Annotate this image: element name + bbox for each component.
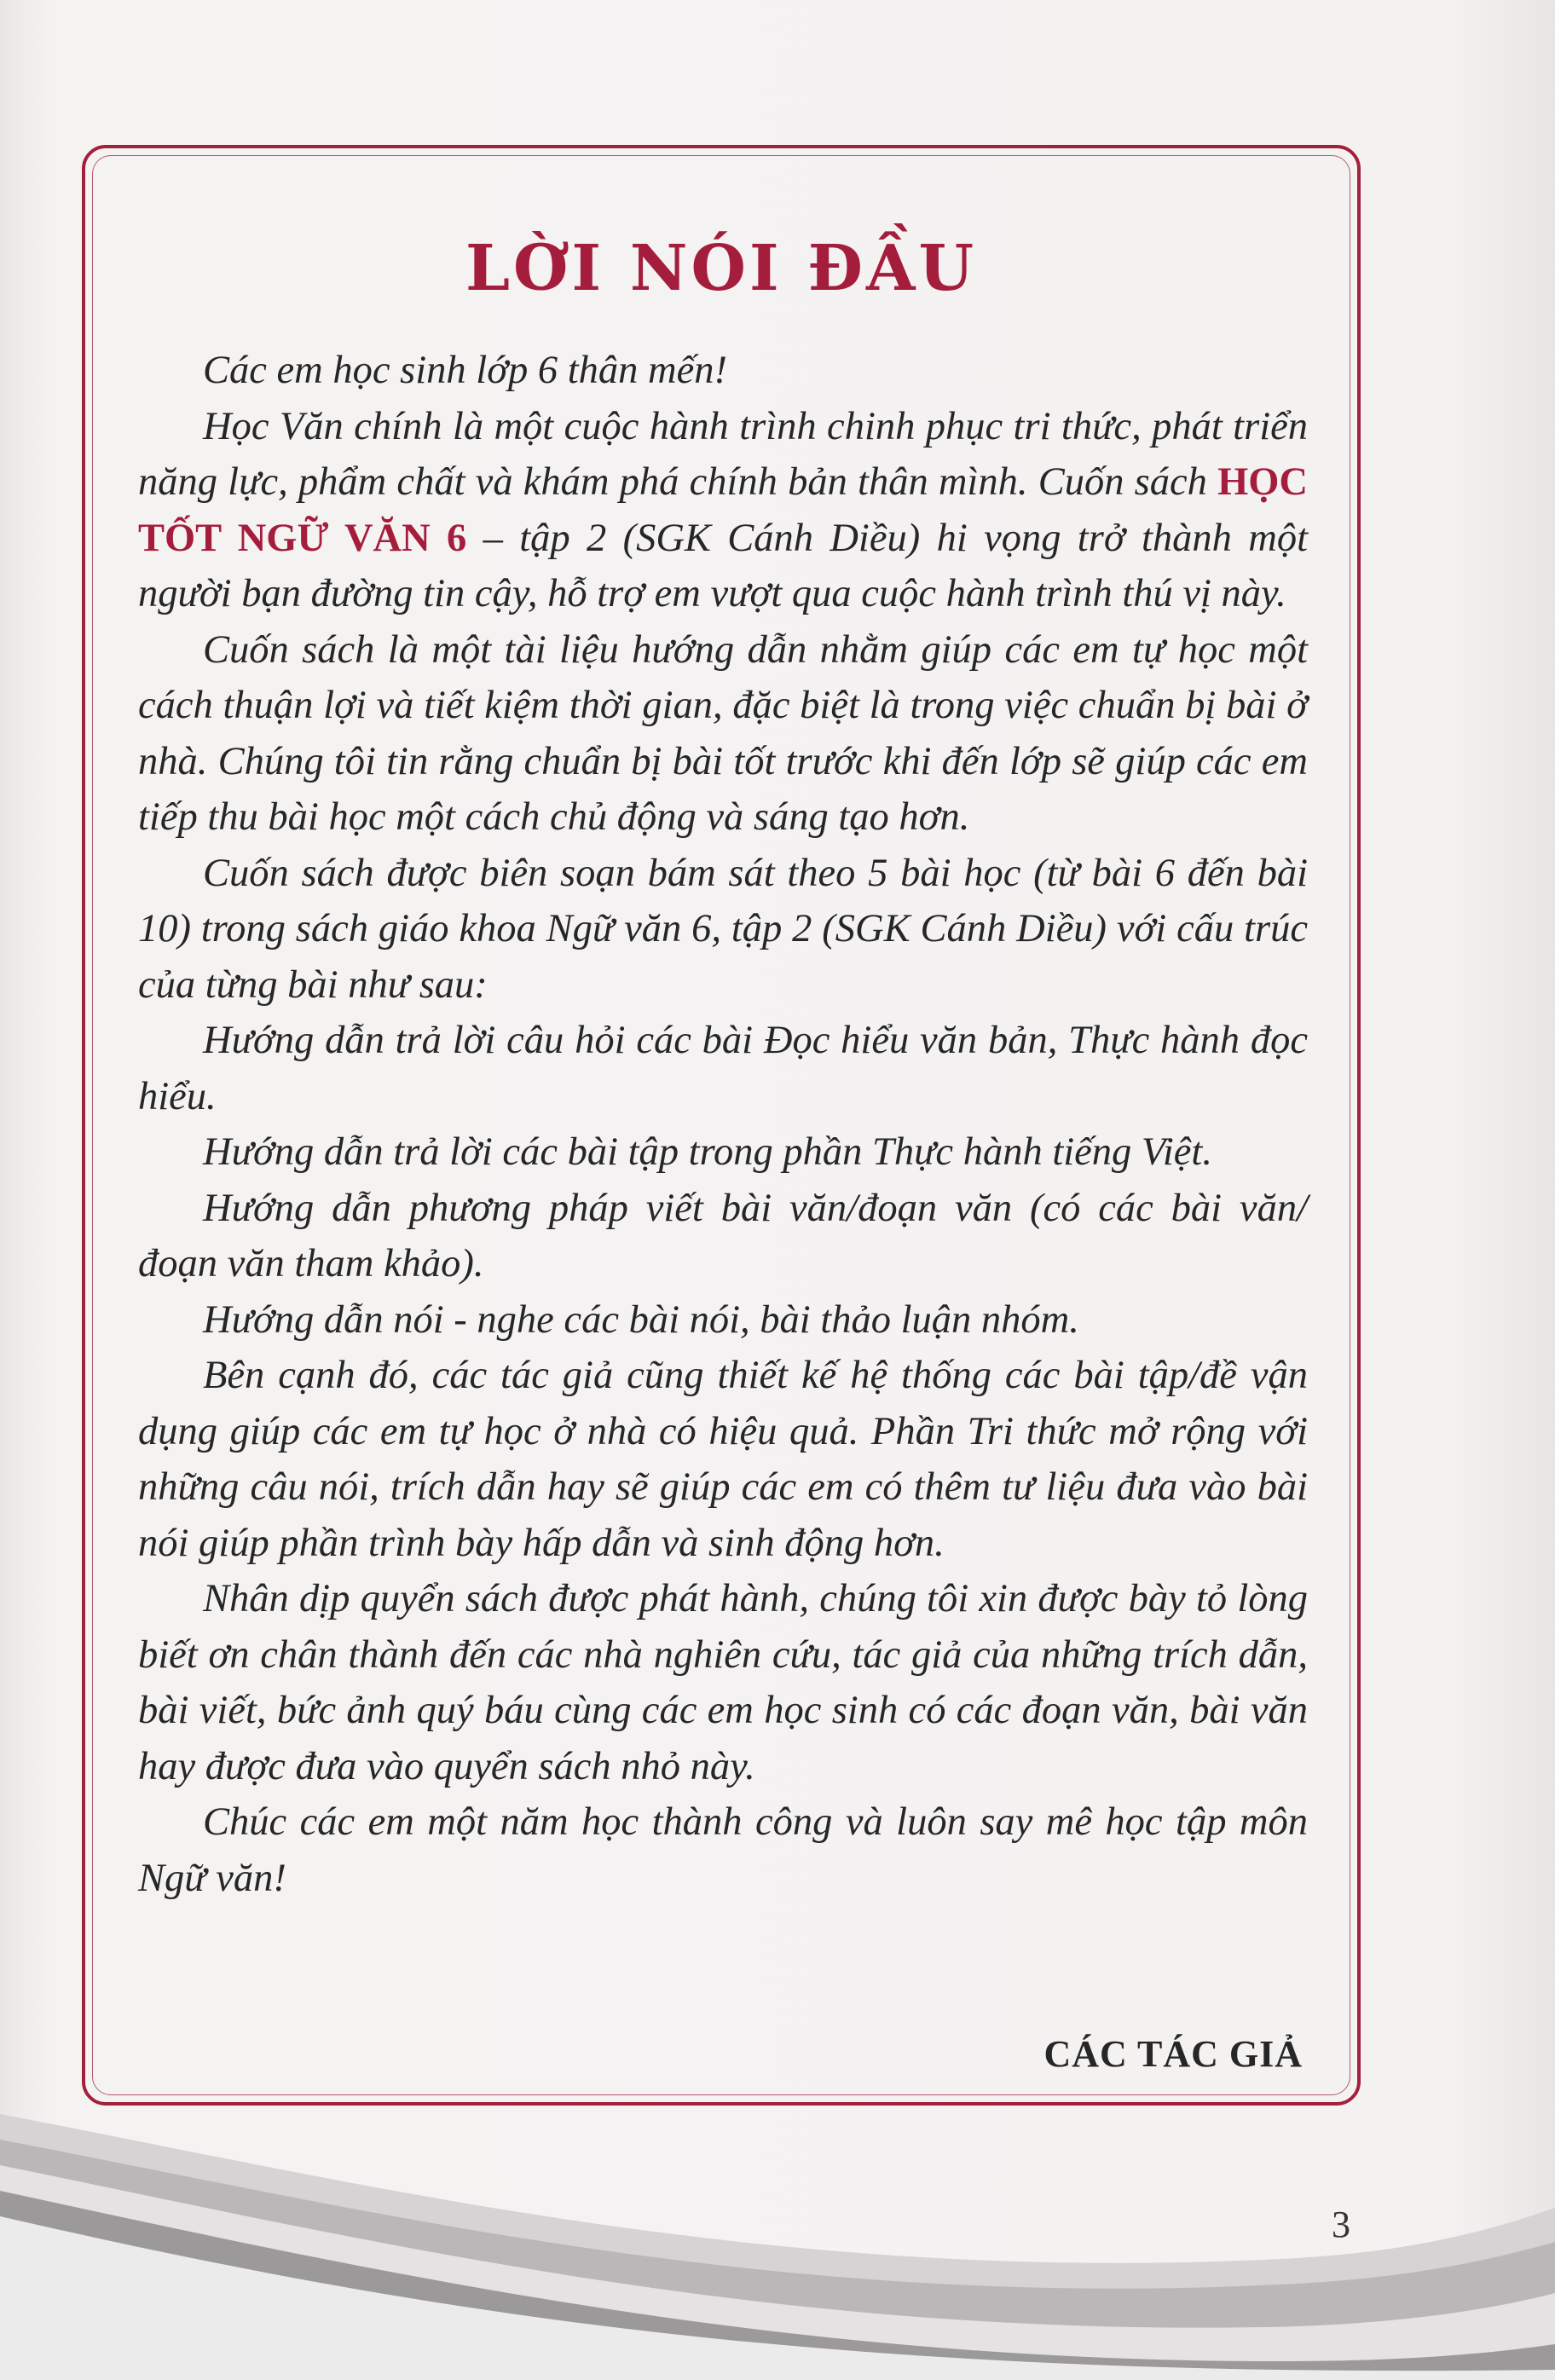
book-title-highlight: HỌC TỐT NGỮ VĂN 6 bbox=[138, 460, 1308, 560]
author-signature: CÁC TÁC GIẢ bbox=[1043, 2033, 1303, 2075]
paragraph-intro bbox=[138, 399, 1308, 622]
paragraph-thanks: Nhân dịp quyển sách được phát hành, chúng tôi xin được bày tỏ lòng biết ơn chân thành đến các nhà nghiên cứu, tác giả của những trích dẫn, bài viết, bức ảnh quý báu cùng các em học sinh có các đoạn văn, bài văn hay được đưa vào quyển sách nhỏ này. bbox=[138, 1577, 1308, 1788]
paragraph-structure-item-reading: Hướng dẫn trả lời câu hỏi các bài Đọc hiểu văn bản, Thực hành đọc hiểu. bbox=[138, 1019, 1308, 1118]
paragraph-greeting: Các em học sinh lớp 6 thân mến! bbox=[203, 349, 728, 392]
paragraph-structure-item-language: Hướng dẫn trả lời các bài tập trong phần Thực hành tiếng Việt. bbox=[203, 1130, 1212, 1174]
paragraph-exercises: Bên cạnh đó, các tác giả cũng thiết kế hệ thống các bài tập/đề vận dụng giúp các em tự học ở nhà có hiệu quả. Phần Tri thức mở rộng với những câu nói, trích dẫn hay sẽ giúp các em có thêm tư liệu đưa vào bài nói giúp phần trình bày hấp dẫn và sinh động hơn. bbox=[138, 1354, 1308, 1565]
paragraph-structure: Cuốn sách được biên soạn bám sát theo 5 bài học (từ bài 6 đến bài 10) trong sách giáo khoa Ngữ văn 6, tập 2 (SGK Cánh Diều) với cấu trúc của từng bài như sau: bbox=[138, 851, 1308, 1007]
paragraph-intro-before: Học Văn chính là một cuộc hành trình chinh phục tri thức, phát triển năng lực, phẩm chất và khám phá chính bản thân mình. Cuốn sách bbox=[138, 404, 1308, 504]
page-title: LỜI NÓI ĐẦU bbox=[465, 232, 977, 305]
paragraph-purpose: Cuốn sách là một tài liệu hướng dẫn nhằm giúp các em tự học một cách thuận lợi và tiết kiệm thời gian, đặc biệt là trong việc chuẩn bị bài ở nhà. Chúng tôi tin rằng chuẩn bị bài tốt trước khi đến lớp sẽ giúp các em tiếp thu bài học một cách chủ động và sáng tạo hơn. bbox=[138, 627, 1308, 839]
decorative-wave-footer bbox=[0, 2080, 1555, 2380]
paragraph-wishes: Chúc các em một năm học thành công và luôn say mê học tập môn Ngữ văn! bbox=[138, 1800, 1308, 1900]
paragraph-intro-after: – tập 2 (SGK Cánh Diều) hi vọng trở thành một người bạn đường tin cậy, hỗ trợ em vượt qua cuộc hành trình thú vị này. bbox=[138, 516, 1308, 615]
paragraph-structure-item-writing: Hướng dẫn phương pháp viết bài văn/đoạn văn (có các bài văn/ đoạn văn tham khảo). bbox=[138, 1186, 1308, 1285]
page-number: 3 bbox=[1332, 2204, 1350, 2245]
preface-body bbox=[138, 343, 1308, 1906]
paragraph-structure-item-speaking: Hướng dẫn nói - nghe các bài nói, bài thảo luận nhóm. bbox=[203, 1297, 1079, 1342]
